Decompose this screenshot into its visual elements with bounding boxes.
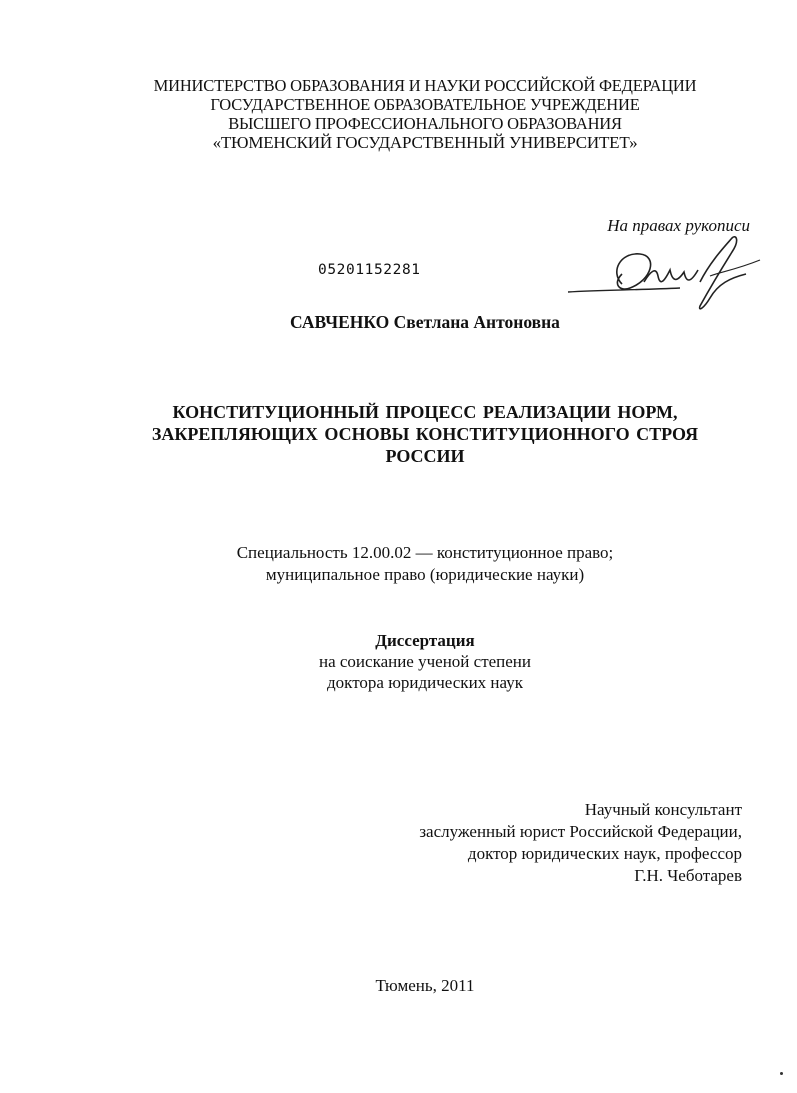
header-line-institution-type: ГОСУДАРСТВЕННОЕ ОБРАЗОВАТЕЛЬНОЕ УЧРЕЖДЕНИЕ [210, 95, 640, 114]
header-line-ministry: МИНИСТЕРСТВО ОБРАЗОВАНИЯ И НАУКИ РОССИЙСКОЙ ФЕДЕРАЦИИ [153, 76, 697, 95]
header-line-education-level: ВЫСШЕГО ПРОФЕССИОНАЛЬНОГО ОБРАЗОВАНИЯ [228, 114, 622, 133]
title-line: КОНСТИТУЦИОННЫЙ ПРОЦЕСС РЕАЛИЗАЦИИ НОРМ, [172, 402, 678, 422]
institution-header [100, 76, 750, 152]
consultant-name: Г.Н. Чеботарев [634, 866, 742, 885]
title-line: ЗАКРЕПЛЯЮЩИХ ОСНОВЫ КОНСТИТУЦИОННОГО СТРОЯ [151, 424, 699, 444]
scientific-consultant [340, 799, 742, 887]
dissertation-heading: Диссертация [375, 631, 475, 650]
consultant-title: заслуженный юрист Российской Федерации, [419, 822, 742, 841]
specialty-line: муниципальное право (юридические науки) [265, 565, 585, 584]
consultant-degree: доктор юридических наук, профессор [467, 844, 742, 863]
signature-icon [560, 232, 770, 314]
title-line: РОССИИ [385, 446, 465, 466]
dissertation-degree-line: на соискание ученой степени [318, 652, 532, 671]
dissertation-title [100, 401, 750, 467]
specialty-line: Специальность 12.00.02 — конституционное право; [236, 543, 614, 562]
dissertation-degree-line: доктора юридических наук [327, 673, 523, 692]
city-year: Тюмень, 2011 [375, 976, 475, 995]
document-code: 05201152281 [318, 262, 421, 278]
dissertation-block [100, 630, 750, 693]
consultant-label: Научный консультант [584, 800, 742, 819]
specialty [100, 542, 750, 586]
author-name: САВЧЕНКО Светлана Антоновна [290, 312, 560, 332]
header-line-university: «ТЮМЕНСКИЙ ГОСУДАРСТВЕННЫЙ УНИВЕРСИТЕТ» [212, 133, 638, 152]
scan-artifact-dot [780, 1072, 783, 1075]
manuscript-rights-note: На правах рукописи [607, 216, 750, 235]
